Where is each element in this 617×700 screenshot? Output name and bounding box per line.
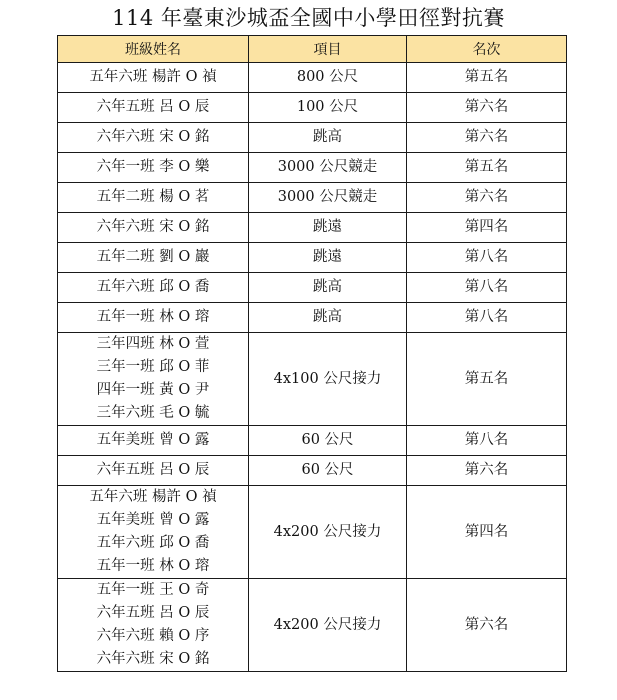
cell-class-name [58, 153, 249, 183]
cell-rank: 第六名 [407, 183, 567, 213]
student-name-list [62, 156, 244, 179]
results-body [58, 63, 567, 672]
student-name: 五年六班 邱 O 喬 [96, 535, 210, 551]
table-row [58, 273, 567, 303]
student-name: 六年六班 宋 O 銘 [96, 129, 210, 145]
table-row [58, 243, 567, 273]
student-name-list [62, 246, 244, 269]
cell-rank: 第六名 [407, 456, 567, 486]
cell-rank: 第六名 [407, 123, 567, 153]
cell-event: 3000 公尺競走 [249, 153, 407, 183]
cell-rank: 第五名 [407, 63, 567, 93]
table-row [58, 456, 567, 486]
student-name-list [62, 66, 244, 89]
cell-event: 800 公尺 [249, 63, 407, 93]
student-name: 五年二班 劉 O 巖 [96, 249, 210, 265]
cell-class-name [58, 273, 249, 303]
table-row [58, 153, 567, 183]
cell-class-name [58, 123, 249, 153]
student-name: 五年美班 曾 O 露 [96, 432, 210, 448]
student-name: 三年四班 林 O 萱 [96, 336, 210, 352]
table-row [58, 93, 567, 123]
student-name: 六年六班 宋 O 銘 [96, 651, 210, 667]
cell-rank: 第四名 [407, 213, 567, 243]
cell-rank: 第八名 [407, 243, 567, 273]
student-name-list [62, 186, 244, 209]
student-name: 五年一班 林 O 瑢 [96, 558, 210, 574]
cell-rank: 第八名 [407, 273, 567, 303]
student-name: 五年六班 楊許 O 禎 [89, 69, 217, 85]
student-name: 五年六班 邱 O 喬 [96, 279, 210, 295]
column-header-event: 項目 [249, 36, 407, 63]
cell-class-name [58, 63, 249, 93]
cell-event: 跳遠 [249, 243, 407, 273]
student-name: 三年六班 毛 O 毓 [96, 405, 210, 421]
table-header-row [58, 36, 567, 63]
table-row [58, 123, 567, 153]
student-name: 六年一班 李 O 樂 [96, 159, 210, 175]
cell-event: 100 公尺 [249, 93, 407, 123]
table-row [58, 333, 567, 426]
table-row [58, 486, 567, 579]
table-row [58, 579, 567, 672]
student-name: 六年五班 呂 O 辰 [96, 99, 210, 115]
student-name: 五年美班 曾 O 露 [96, 512, 210, 528]
cell-class-name [58, 243, 249, 273]
cell-event: 4x200 公尺接力 [249, 486, 407, 579]
column-header-class-name: 班級姓名 [58, 36, 249, 63]
student-name-list [62, 486, 244, 578]
table-row [58, 303, 567, 333]
student-name-list [62, 126, 244, 149]
student-name-list [62, 276, 244, 299]
table-row [58, 63, 567, 93]
cell-class-name [58, 183, 249, 213]
table-row [58, 213, 567, 243]
page-title: 114 年臺東沙城盃全國中小學田徑對抗賽 [112, 6, 505, 30]
cell-event: 3000 公尺競走 [249, 183, 407, 213]
student-name: 六年六班 宋 O 銘 [96, 219, 210, 235]
student-name: 五年六班 楊許 O 禎 [89, 489, 217, 505]
cell-event: 60 公尺 [249, 426, 407, 456]
student-name-list [62, 429, 244, 452]
table-row [58, 183, 567, 213]
table-row [58, 426, 567, 456]
cell-event: 跳高 [249, 303, 407, 333]
student-name: 六年五班 呂 O 辰 [96, 605, 210, 621]
student-name: 五年一班 林 O 瑢 [96, 309, 210, 325]
student-name-list [62, 579, 244, 671]
cell-event: 4x200 公尺接力 [249, 579, 407, 672]
cell-rank: 第六名 [407, 93, 567, 123]
student-name: 四年一班 黃 O 尹 [96, 382, 210, 398]
student-name-list [62, 216, 244, 239]
cell-event: 跳高 [249, 273, 407, 303]
cell-class-name [58, 456, 249, 486]
cell-event: 跳遠 [249, 213, 407, 243]
student-name-list [62, 306, 244, 329]
results-table [57, 35, 567, 672]
cell-rank: 第四名 [407, 486, 567, 579]
student-name: 五年一班 王 O 奇 [96, 582, 210, 598]
student-name: 六年五班 呂 O 辰 [96, 462, 210, 478]
student-name: 五年二班 楊 O 茗 [96, 189, 210, 205]
cell-class-name [58, 93, 249, 123]
cell-class-name [58, 579, 249, 672]
cell-class-name [58, 486, 249, 579]
student-name: 三年一班 邱 O 菲 [96, 359, 210, 375]
cell-event: 60 公尺 [249, 456, 407, 486]
cell-rank: 第五名 [407, 333, 567, 426]
cell-event: 跳高 [249, 123, 407, 153]
cell-rank: 第六名 [407, 579, 567, 672]
student-name-list [62, 96, 244, 119]
student-name-list [62, 459, 244, 482]
cell-class-name [58, 426, 249, 456]
student-name-list [62, 333, 244, 425]
column-header-rank: 名次 [407, 36, 567, 63]
cell-rank: 第八名 [407, 303, 567, 333]
student-name: 六年六班 賴 O 序 [96, 628, 210, 644]
cell-class-name [58, 213, 249, 243]
cell-rank: 第八名 [407, 426, 567, 456]
cell-class-name [58, 303, 249, 333]
cell-class-name [58, 333, 249, 426]
cell-event: 4x100 公尺接力 [249, 333, 407, 426]
cell-rank: 第五名 [407, 153, 567, 183]
